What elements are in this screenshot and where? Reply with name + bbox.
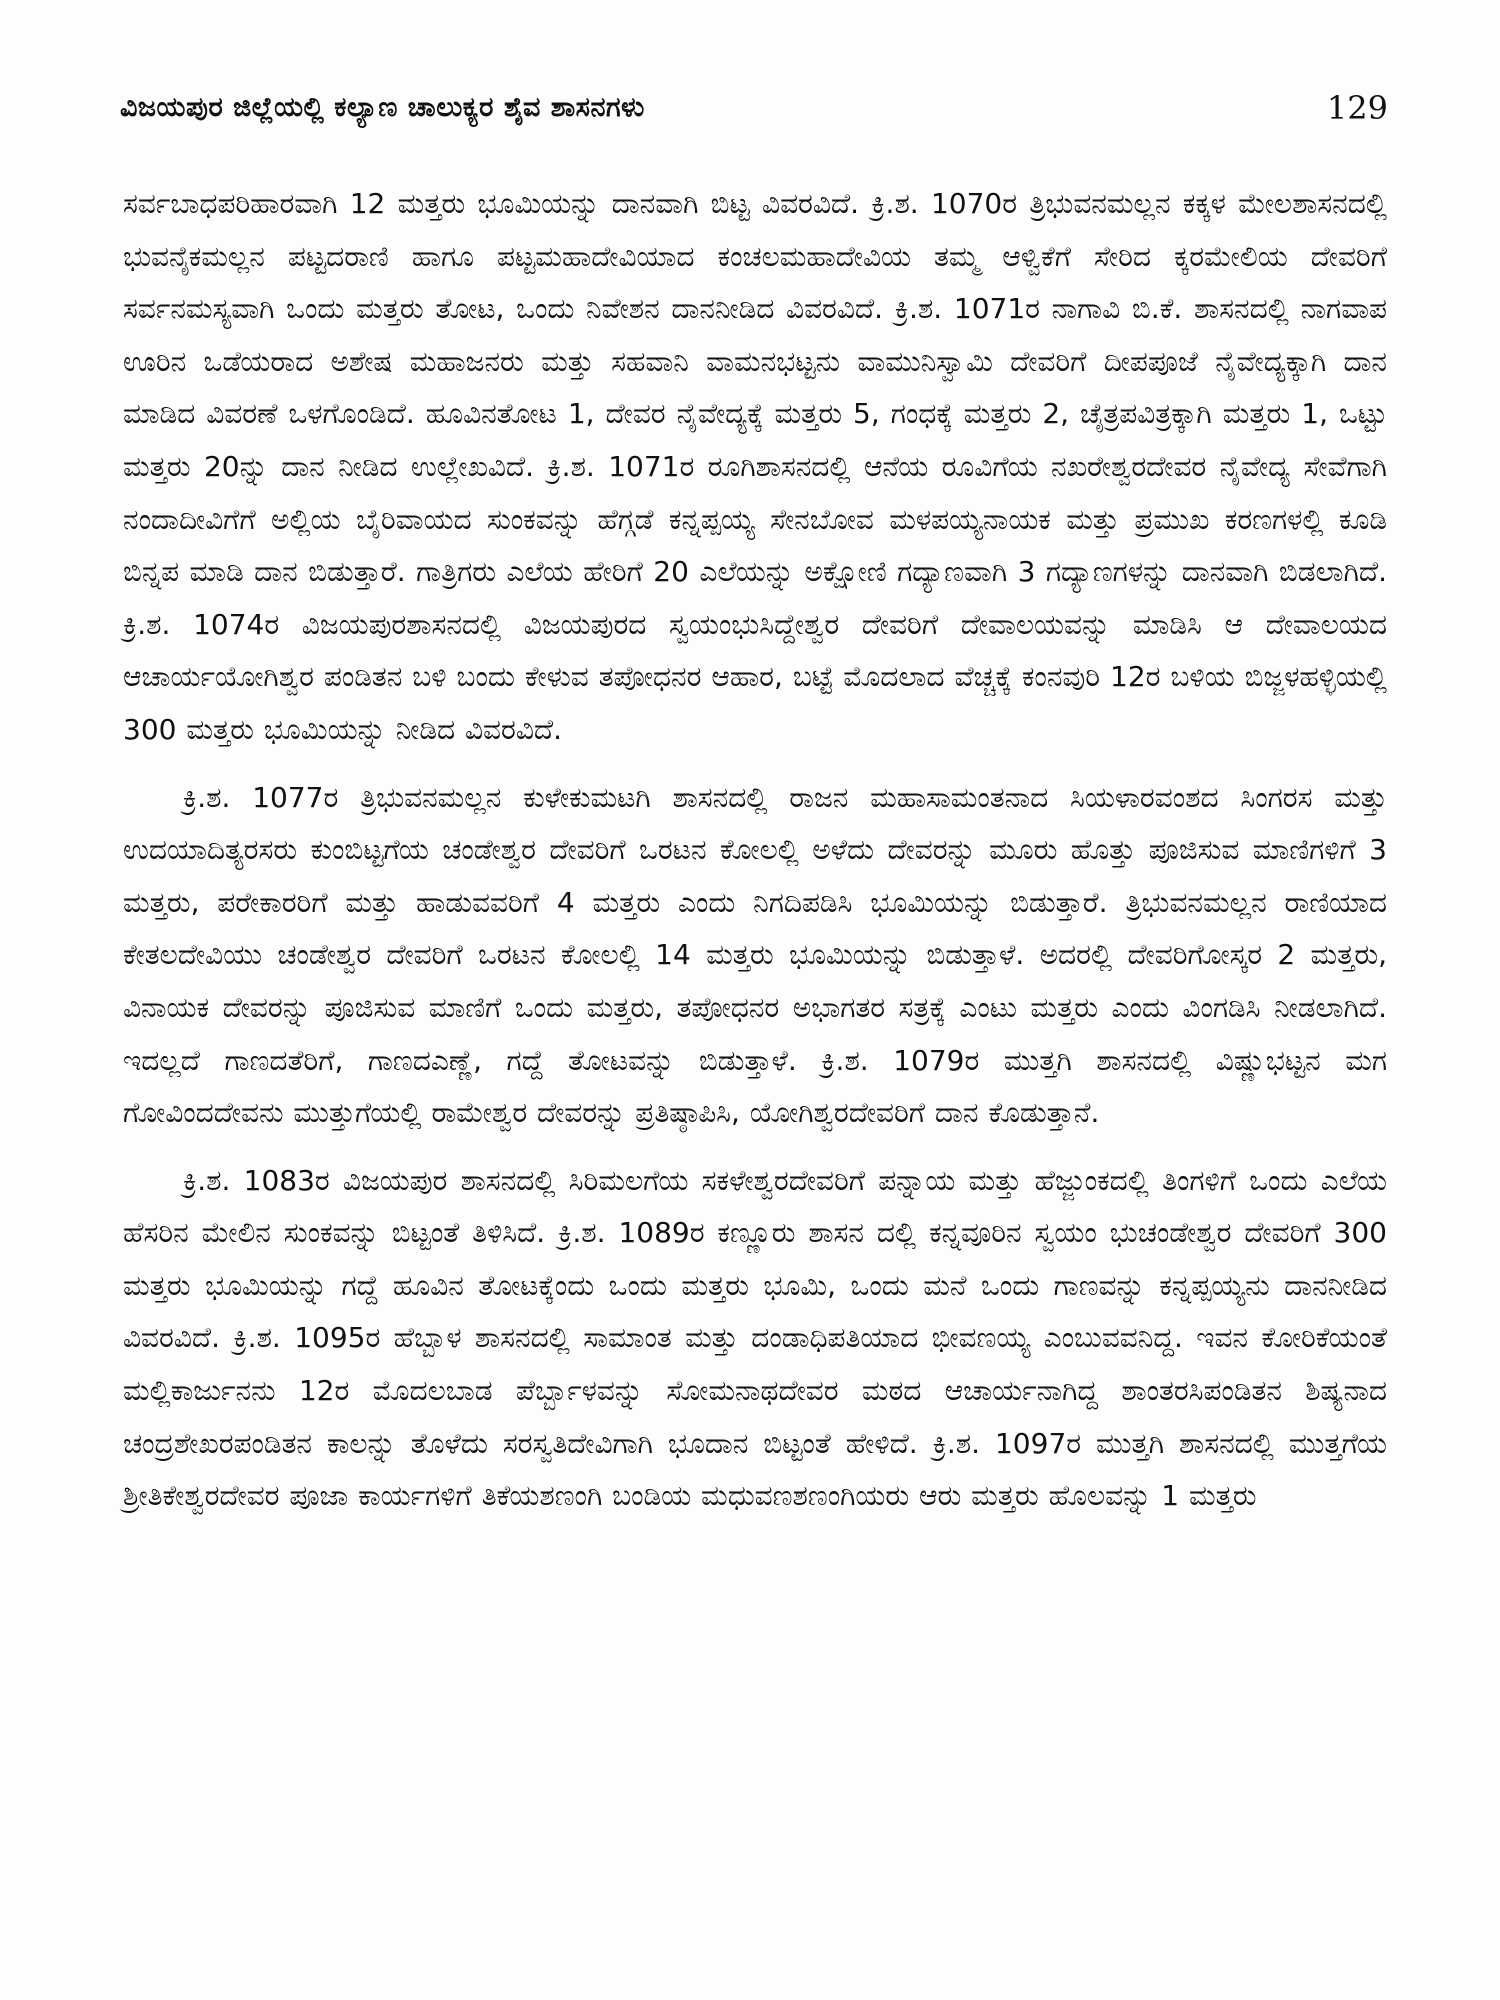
- paragraph: ಸರ್ವಬಾಧಪರಿಹಾರವಾಗಿ 12 ಮತ್ತರು ಭೂಮಿಯನ್ನು ದಾನವಾಗಿ ಬಿಟ್ಟ ವಿವರವಿದೆ. ಕ್ರಿ.ಶ. 1070ರ ತ್ರಿಭುವನಮಲ್ಲನ ಕಕ್ಕಳ ಮೇಲಶಾಸನದಲ್ಲಿ ಭುವನೈಕಮಲ್ಲನ ಪಟ್ಟದರಾಣಿ ಹಾಗೂ ಪಟ್ಟಮಹಾದೇವಿಯಾದ ಕಂಚಲಮಹಾದೇವಿಯ ತಮ್ಮ ಆಳ್ವಿಕೆಗೆ ಸೇರಿದ ಕ್ಕರಮೇಲಿಯ ದೇವರಿಗೆ ಸರ್ವನಮಸ್ಯವಾಗಿ ಒಂದು ಮತ್ತರು ತೋಟ, ಒಂದು ನಿವೇಶನ ದಾನನೀಡಿದ ವಿವರವಿದೆ. ಕ್ರಿ.ಶ. 1071ರ ನಾಗಾವಿ ಬಿ.ಕೆ. ಶಾಸನದಲ್ಲಿ ನಾಗವಾಪ ಊರಿನ ಒಡೆಯರಾದ ಅಶೇಷ ಮಹಾಜನರು ಮತ್ತು ಸಹವಾನಿ ವಾಮನಭಟ್ಟನು ವಾಮುನಿಸ್ವಾಮಿ ದೇವರಿಗೆ ದೀಪಪೂಜೆ ನೈವೇದ್ಯಕ್ಕಾಗಿ ದಾನ ಮಾಡಿದ ವಿವರಣೆ ಒಳಗೊಂಡಿದೆ. ಹೂವಿನತೋಟ 1, ದೇವರ ನೈವೇದ್ಯಕ್ಕೆ ಮತ್ತರು 5, ಗಂಧಕ್ಕೆ ಮತ್ತರು 2, ಚೈತ್ರಪವಿತ್ರಕ್ಕಾಗಿ ಮತ್ತರು 1, ಒಟ್ಟು ಮತ್ತರು 20ನ್ನು ದಾನ ನೀಡಿದ ಉಲ್ಲೇಖವಿದೆ. ಕ್ರಿ.ಶ. 1071ರ ರೂಗಿಶಾಸನದಲ್ಲಿ ಆನೆಯ ರೂವಿಗೆಯ ನಖರೇಶ್ವರದೇವರ ನೈವೇದ್ಯ ಸೇವೆಗಾಗಿ ನಂದಾದೀವಿಗೆಗೆ ಅಲ್ಲಿಯ ಬೈರಿವಾಯದ ಸುಂಕವನ್ನು ಹೆಗ್ಗಡೆ ಕನ್ನಪ್ಪಯ್ಯ ಸೇನಬೋವ ಮಳಪಯ್ಯನಾಯಕ ಮತ್ತು ಪ್ರಮುಖ ಕರಣಗಳಲ್ಲಿ ಕೂಡಿ ಬಿನ್ನಪ ಮಾಡಿ ದಾನ ಬಿಡುತ್ತಾರೆ. ಗಾತ್ರಿಗರು ಎಲೆಯ ಹೇರಿಗೆ 20 ಎಲೆಯನ್ನು ಅಕ್ಷೋಣಿ ಗದ್ಯಾಣವಾಗಿ 3 ಗದ್ಯಾಣಗಳನ್ನು ದಾನವಾಗಿ ಬಿಡಲಾಗಿದೆ. ಕ್ರಿ.ಶ. 1074ರ ವಿಜಯಪುರಶಾಸನದಲ್ಲಿ ವಿಜಯಪುರದ ಸ್ವಯಂಭುಸಿದ್ದೇಶ್ವರ ದೇವರಿಗೆ ದೇವಾಲಯವನ್ನು ಮಾಡಿಸಿ ಆ ದೇವಾಲಯದ ಆಚಾರ್ಯಯೋಗಿಶ್ವರ ಪಂಡಿತನ ಬಳಿ ಬಂದು ಕೇಳುವ ತಪೋಧನರ ಆಹಾರ, ಬಟ್ಟೆ ಮೊದಲಾದ ವೆಚ್ಚಕ್ಕೆ ಕಂನವುರಿ 12ರ ಬಳಿಯ ಬಿಜ್ಜಳಹಳ್ಳಿಯಲ್ಲಿ 300 ಮತ್ತರು ಭೂಮಿಯನ್ನು ನೀಡಿದ ವಿವರವಿದೆ.: [123, 187, 1387, 746]
- running-header: [120, 78, 1388, 138]
- header-title: ವಿಜಯಪುರ ಜಿಲ್ಲೆಯಲ್ಲಿ ಕಲ್ಯಾಣ ಚಾಲುಕ್ಯರ ಶೈವ ಶಾಸನಗಳು: [120, 92, 645, 123]
- body-text: [123, 178, 1387, 1523]
- paragraph: ಕ್ರಿ.ಶ. 1083ರ ವಿಜಯಪುರ ಶಾಸನದಲ್ಲಿ ಸಿರಿಮಲಗೆಯ ಸಕಳೇಶ್ವರದೇವರಿಗೆ ಪನ್ನಾಯ ಮತ್ತು ಹೆಜ್ಜುಂಕದಲ್ಲಿ ತಿಂಗಳಿಗೆ ಒಂದು ಎಲೆಯ ಹೆಸರಿನ ಮೇಲಿನ ಸುಂಕವನ್ನು ಬಿಟ್ಟಂತೆ ತಿಳಿಸಿದೆ. ಕ್ರಿ.ಶ. 1089ರ ಕಣ್ಣೂರು ಶಾಸನ ದಲ್ಲಿ ಕನ್ನವೂರಿನ ಸ್ವಯಂ ಭುಚಂಡೇಶ್ವರ ದೇವರಿಗೆ 300 ಮತ್ತರು ಭೂಮಿಯನ್ನು ಗದ್ದೆ ಹೂವಿನ ತೋಟಕ್ಕೆಂದು ಒಂದು ಮತ್ತರು ಭೂಮಿ, ಒಂದು ಮನೆ ಒಂದು ಗಾಣವನ್ನು ಕನ್ನಪ್ಪಯ್ಯನು ದಾನನೀಡಿದ ವಿವರವಿದೆ. ಕ್ರಿ.ಶ. 1095ರ ಹೆಬ್ಬಾಳ ಶಾಸನದಲ್ಲಿ ಸಾಮಾಂತ ಮತ್ತು ದಂಡಾಧಿಪತಿಯಾದ ಭೀವಣಯ್ಯ ಎಂಬುವವನಿದ್ದ. ಇವನ ಕೋರಿಕೆಯಂತೆ ಮಲ್ಲಿಕಾರ್ಜುನನು 12ರ ಮೊದಲಬಾಡ ಪೆರ್ಬ್ಬಾಳವನ್ನು ಸೋಮನಾಥದೇವರ ಮಠದ ಆಚಾರ್ಯನಾಗಿದ್ದ ಶಾಂತರಸಿಪಂಡಿತನ ಶಿಷ್ಯನಾದ ಚಂದ್ರಶೇಖರಪಂಡಿತನ ಕಾಲನ್ನು ತೊಳೆದು ಸರಸ್ವತಿದೇವಿಗಾಗಿ ಭೂದಾನ ಬಿಟ್ಟಂತೆ ಹೇಳಿದೆ. ಕ್ರಿ.ಶ. 1097ರ ಮುತ್ತಗಿ ಶಾಸನದಲ್ಲಿ ಮುತ್ತಗೆಯ ಶ್ರೀತಿಕೇಶ್ವರದೇವರ ಪೂಜಾ ಕಾರ್ಯಗಳಿಗೆ ತಿಕೆಯಶಣಂಗಿ ಬಂಡಿಯ ಮಧುವಣಶಣಂಗಿಯರು ಆರು ಮತ್ತರು ಹೊಲವನ್ನು 1 ಮತ್ತರು: [123, 1163, 1387, 1513]
- page-number: 129: [1326, 89, 1388, 127]
- paragraph: ಕ್ರಿ.ಶ. 1077ರ ತ್ರಿಭುವನಮಲ್ಲನ ಕುಳೇಕುಮಟಗಿ ಶಾಸನದಲ್ಲಿ ರಾಜನ ಮಹಾಸಾಮಂತನಾದ ಸಿಯಳಾರವಂಶದ ಸಿಂಗರಸ ಮತ್ತು ಉದಯಾದಿತ್ಯರಸರು ಕುಂಬಿಟ್ಟಗೆಯ ಚಂಡೇಶ್ವರ ದೇವರಿಗೆ ಒರಟನ ಕೋಲಲ್ಲಿ ಅಳೆದು ದೇವರನ್ನು ಮೂರು ಹೊತ್ತು ಪೂಜಿಸುವ ಮಾಣಿಗಳಿಗೆ 3 ಮತ್ತರು, ಪರೇಕಾರರಿಗೆ ಮತ್ತು ಹಾಡುವವರಿಗೆ 4 ಮತ್ತರು ಎಂದು ನಿಗದಿಪಡಿಸಿ ಭೂಮಿಯನ್ನು ಬಿಡುತ್ತಾರೆ. ತ್ರಿಭುವನಮಲ್ಲನ ರಾಣಿಯಾದ ಕೇತಲದೇವಿಯು ಚಂಡೇಶ್ವರ ದೇವರಿಗೆ ಒರಟನ ಕೋಲಲ್ಲಿ 14 ಮತ್ತರು ಭೂಮಿಯನ್ನು ಬಿಡುತ್ತಾಳೆ. ಅದರಲ್ಲಿ ದೇವರಿಗೋಸ್ಕರ 2 ಮತ್ತರು, ವಿನಾಯಕ ದೇವರನ್ನು ಪೂಜಿಸುವ ಮಾಣಿಗೆ ಒಂದು ಮತ್ತರು, ತಪೋಧನರ ಅಭಾಗತರ ಸತ್ರಕ್ಕೆ ಎಂಟು ಮತ್ತರು ಎಂದು ವಿಂಗಡಿಸಿ ನೀಡಲಾಗಿದೆ. ಇದಲ್ಲದೆ ಗಾಣದತೆರಿಗೆ, ಗಾಣದಎಣ್ಣೆ, ಗದ್ದೆ ತೋಟವನ್ನು ಬಿಡುತ್ತಾಳೆ. ಕ್ರಿ.ಶ. 1079ರ ಮುತ್ತಗಿ ಶಾಸನದಲ್ಲಿ ವಿಷ್ಣುಭಟ್ಟನ ಮಗ ಗೋವಿಂದದೇವನು ಮುತ್ತುಗೆಯಲ್ಲಿ ರಾಮೇಶ್ವರ ದೇವರನ್ನು ಪ್ರತಿಷ್ಠಾಪಿಸಿ, ಯೋಗಿಶ್ವರದೇವರಿಗೆ ದಾನ ಕೊಡುತ್ತಾನೆ.: [123, 780, 1387, 1130]
